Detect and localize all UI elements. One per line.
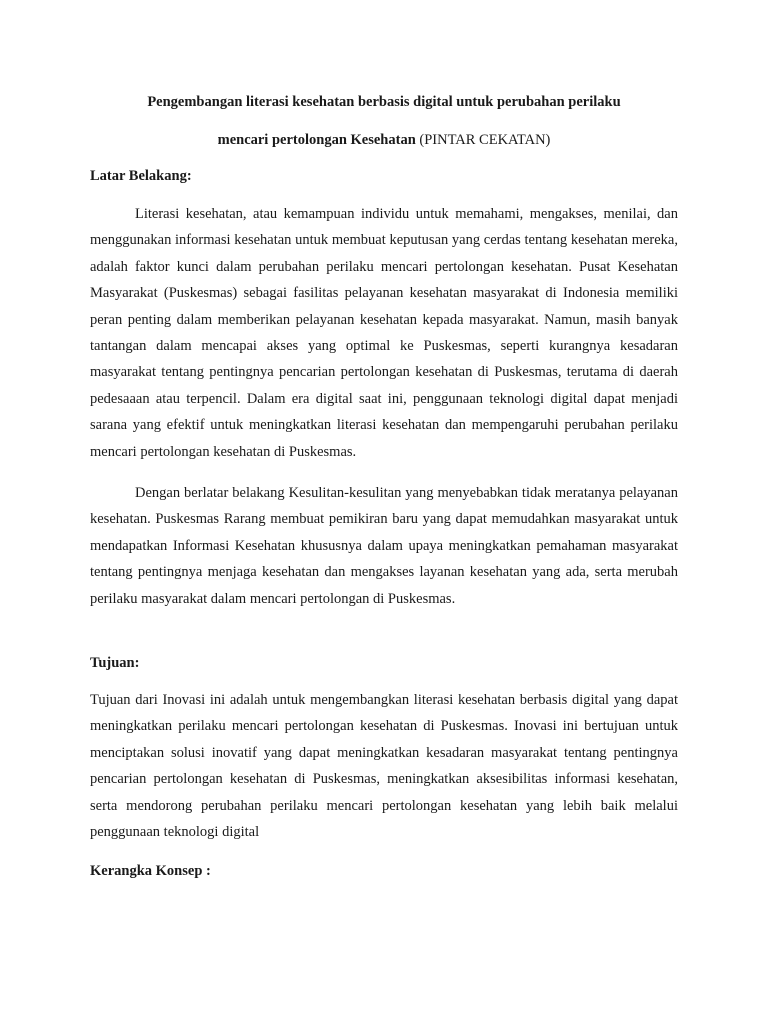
paragraph-tujuan: Tujuan dari Inovasi ini adalah untuk mengembangkan literasi kesehatan berbasis digital yang dapat meningkatkan perilaku mencari pertolongan kesehatan di Puskesmas. Inovasi ini bertujuan untuk menciptakan solusi inovatif yang dapat meningkatkan kesadaran masyarakat tentang pentingnya pencarian pertolongan kesehatan di Puskesmas, meningkatkan aksesibilitas informasi kesehatan, serta mendorong perubahan perilaku mencari pertolongan kesehatan yang lebih baik melalui penggunaan teknologi digital — [90, 692, 678, 841]
heading-kerangka-konsep: Kerangka Konsep : — [90, 863, 211, 879]
document-title-line-1: Pengembangan literasi kesehatan berbasis digital untuk perubahan perilaku — [147, 94, 621, 110]
document-title-line-2-bold: mencari pertolongan Kesehatan — [217, 132, 416, 148]
heading-tujuan: Tujuan: — [90, 655, 140, 671]
heading-latar-belakang: Latar Belakang: — [90, 168, 192, 184]
paragraph-latar-belakang-2: Dengan berlatar belakang Kesulitan-kesulitan yang menyebabkan tidak meratanya pelayanan kesehatan. Puskesmas Rarang membuat pemikiran baru yang dapat memudahkan masyarakat untuk mendapatkan Informasi Kesehatan khususnya dalam upaya meningkatkan pemahaman masyarakat tentang pentingnya menjaga kesehatan dan mengakses layanan kesehatan yang ada, serta merubah perilaku masyarakat dalam mencari pertolongan di Puskesmas. — [90, 485, 678, 607]
document-title-line-2-paren: (PINTAR CEKATAN) — [419, 132, 551, 148]
paragraph-latar-belakang-1: Literasi kesehatan, atau kemampuan individu untuk memahami, mengakses, menilai, dan menggunakan informasi kesehatan untuk membuat keputusan yang cerdas tentang kesehatan mereka, adalah faktor kunci dalam perubahan perilaku mencari pertolongan kesehatan. Pusat Kesehatan Masyarakat (Puskesmas) sebagai fasilitas pelayanan kesehatan masyarakat di Indonesia memiliki peran penting dalam memberikan pelayanan kesehatan kepada masyarakat. Namun, masih banyak tantangan dalam mencapai akses yang optimal ke Puskesmas, seperti kurangnya kesadaran masyarakat tentang pentingnya pencarian pertolongan kesehatan di Puskesmas, terutama di daerah pedesaaan atau terpencil. Dalam era digital saat ini, penggunaan teknologi digital dapat menjadi sarana yang efektif untuk meningkatkan literasi kesehatan dan mempengaruhi perubahan perilaku mencari pertolongan kesehatan di Puskesmas. — [90, 206, 678, 460]
document-title-line-2 — [90, 131, 678, 149]
